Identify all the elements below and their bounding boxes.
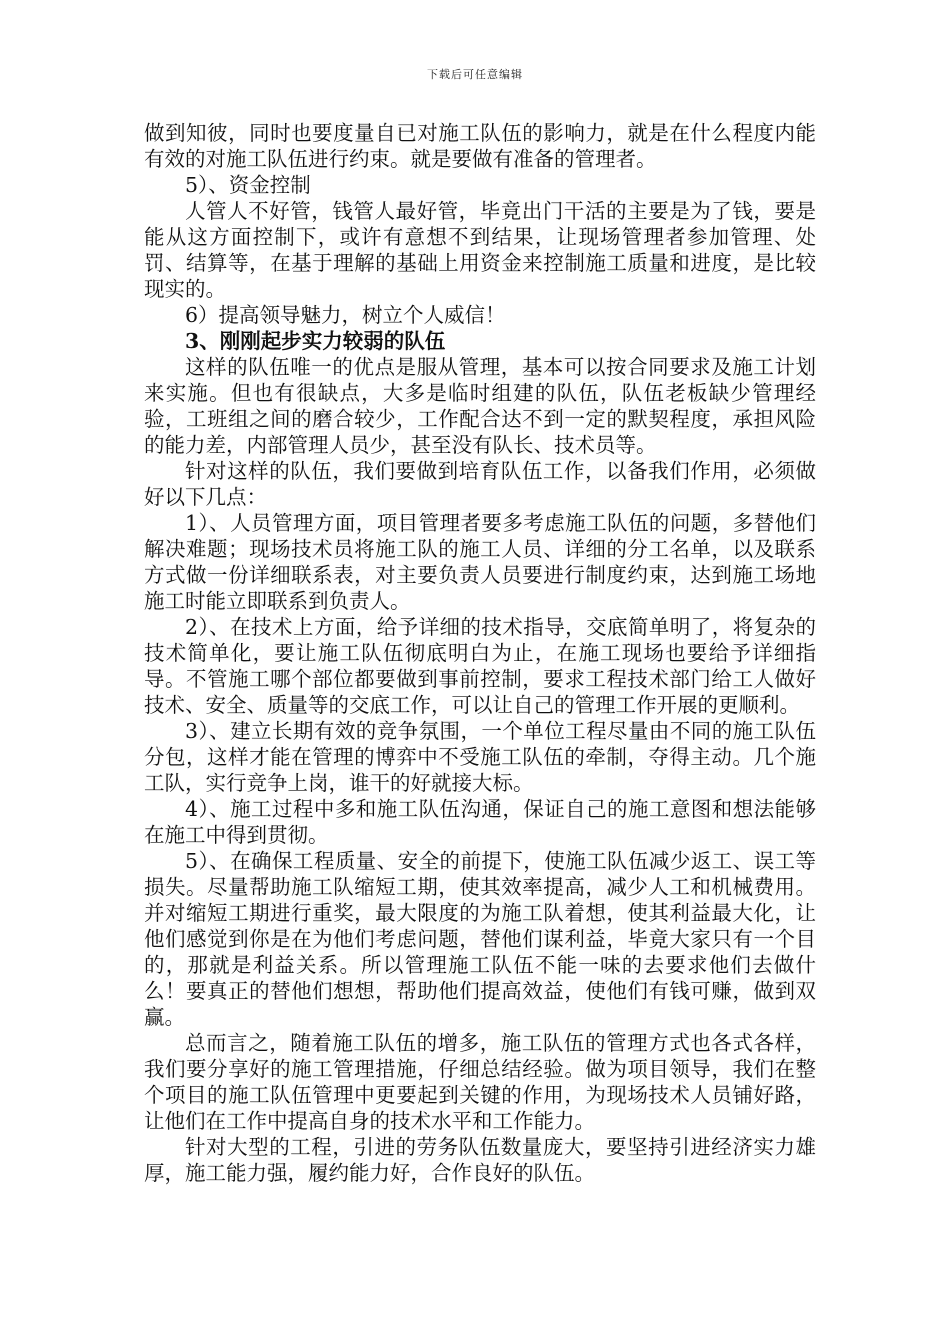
paragraph-weak-teams-intro: 这样的队伍唯一的优点是服从管理，基本可以按合同要求及施工计划来实施。但也有很缺点，大多是临时组建的队伍，队伍老板缺少管理经验，工班组之间的磨合较少，工作配合达不到一定的默契程度，承担风险的能力差，内部管理人员少，甚至没有队长、技术员等。 [144, 355, 816, 457]
paragraph-funds-control-label: 5）、资金控制 [185, 173, 311, 197]
paragraph-point-1: 1）、人员管理方面，项目管理者要多考虑施工队伍的问题，多替他们解决难题；现场技术员将施工队的施工人员、详细的分工名单，以及联系方式做一份详细联系表，对主要负责人员要进行制度约束，达到施工场地施工时能立即联系到负责人。 [144, 511, 816, 613]
section-heading-weak-teams: 3、刚刚起步实力较弱的队伍 [185, 329, 446, 353]
paragraph-point-2: 2）、在技术上方面，给予详细的技术指导，交底简单明了，将复杂的技术简单化，要让施工队伍彻底明白为止，在施工现场也要给予详细指导。不管施工哪个部位都要做到事前控制，要求工程技术部门给工人做好技术、安全、质量等的交底工作，可以让自己的管理工作开展的更顺利。 [144, 615, 816, 717]
paragraph-point-4: 4）、施工过程中多和施工队伍沟通，保证自己的施工意图和想法能够在施工中得到贯彻。 [144, 797, 816, 847]
paragraph-leadership: 6）提高领导魅力，树立个人威信！ [185, 303, 506, 327]
paragraph-cultivate-teams: 针对这样的队伍，我们要做到培育队伍工作，以备我们作用，必须做好以下几点： [144, 459, 816, 509]
paragraph-continuation: 做到知彼，同时也要度量自已对施工队伍的影响力，就是在什么程度内能有效的对施工队伍进行约束。就是要做有准备的管理者。 [144, 121, 816, 171]
document-body [144, 120, 816, 1186]
paragraph-funds-control: 人管人不好管，钱管人最好管，毕竟出门干活的主要是为了钱，要是能从这方面控制下，或许有意想不到结果，让现场管理者参加管理、处罚、结算等，在基于理解的基础上用资金来控制施工质量和进度，是比较现实的。 [144, 199, 816, 301]
paragraph-point-3: 3）、建立长期有效的竞争氛围，一个单位工程尽量由不同的施工队伍分包，这样才能在管理的博弈中不受施工队伍的牵制，夺得主动。几个施工队，实行竞争上岗，谁干的好就接大标。 [144, 719, 816, 795]
paragraph-large-projects: 针对大型的工程，引进的劳务队伍数量庞大，要坚持引进经济实力雄厚，施工能力强，履约能力好，合作良好的队伍。 [144, 1135, 816, 1185]
paragraph-summary: 总而言之，随着施工队伍的增多，施工队伍的管理方式也各式各样，我们要分享好的施工管理措施，仔细总结经验。做为项目领导，我们在整个项目的施工队伍管理中更要起到关键的作用，为现场技术人员铺好路，让他们在工作中提高自身的技术水平和工作能力。 [144, 1031, 816, 1133]
page-header: 下载后可任意编辑 [427, 68, 523, 81]
paragraph-point-5: 5）、在确保工程质量、安全的前提下，使施工队伍减少返工、误工等损失。尽量帮助施工队缩短工期，使其效率提高，减少人工和机械费用。并对缩短工期进行重奖，最大限度的为施工队着想，使其利益最大化，让他们感觉到你是在为他们考虑问题，替他们谋利益，毕竟大家只有一个目的，那就是利益关系。所以管理施工队伍不能一味的去要求他们去做什么！要真正的替他们想想，帮助他们提高效益，使他们有钱可赚，做到双赢。 [144, 849, 816, 1029]
